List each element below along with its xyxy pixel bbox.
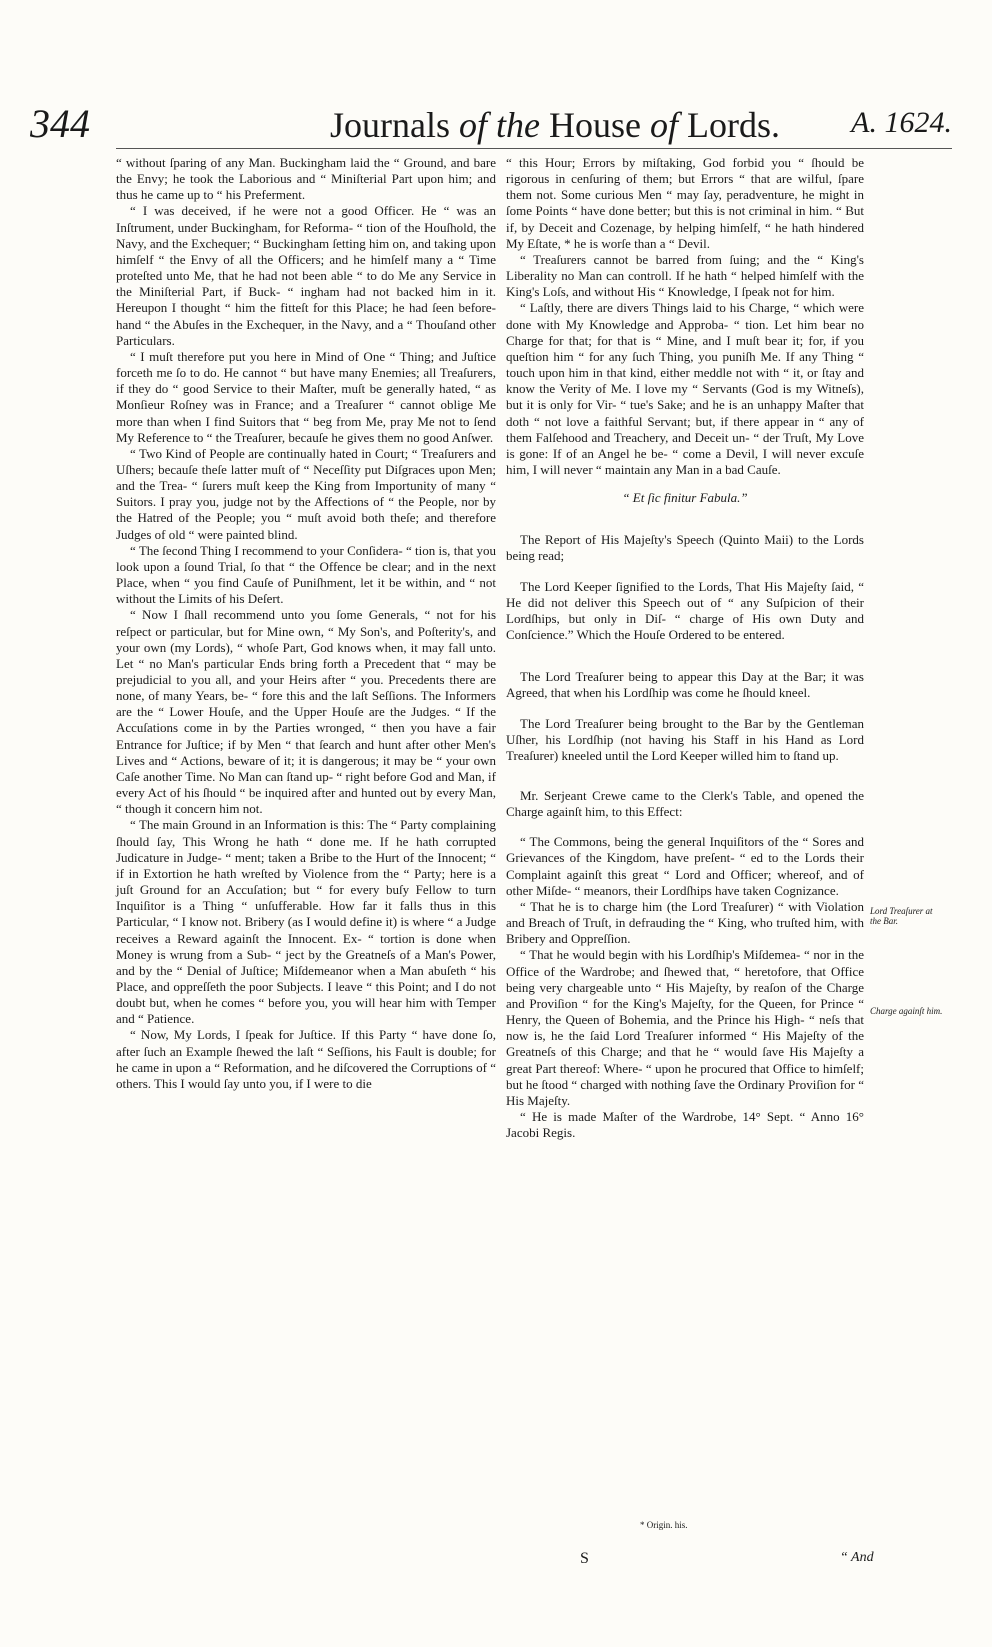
left-column (116, 155, 496, 1092)
paragraph: “ Two Kind of People are continually hated in Court; “ Treaſurers and Uſhers; becauſe theſe latter muſt of “ Neceſſity put Diſgraces upon Men; and the Trea- “ ſurers muſt keep the King from Importunity of many “ Suitors. I pray you, judge not by the Affections of “ the People, nor by the Hatred of the People; you “ muſt avoid both theſe; and therefore Judges of old “ were painted blind. (116, 445, 496, 542)
title-word: the (496, 105, 540, 145)
paragraph: “ The Commons, being the general Inquiſitors of the “ Sores and Grievances of the Kingdom, have preſent- “ ed to the Lords their Complaint againſt this great “ Lord and Officer; whereof, and of other Miſde- “ meanors, their Lordſhips have taken Cognizance. (506, 834, 864, 898)
title-word: Journals (330, 105, 450, 145)
footnote: * Origin. his. (640, 1520, 688, 1530)
paragraph: “ I was deceived, if he were not a good Officer. He “ was an Inſtrument, under Buckingham, for Reforma- “ tion of the Houſhold, the Navy, and the Exchequer; “ Buckingham ſetting him on, and taking upon himſelf “ the Envy of all the Officers; and he himſelf many a “ Time proteſted unto Me, that he had not been able “ to do Me any Service in the Miniſterial Part, if Buck- “ ingham had not backed him in it. Hereupon I thought “ him the fitteſt for this Place; he had ſeen before-hand “ the Abuſes in the Exchequer, in the Navy, and a “ Thouſand other Particulars. (116, 203, 496, 348)
closing-line: “ Et ſic finitur Fabula.” (622, 490, 748, 506)
paragraph: The Report of His Majeſty's Speech (Quinto Maii) to the Lords being read; (506, 532, 864, 564)
title-word: Lords. (687, 105, 781, 145)
title-word: of (459, 105, 488, 145)
title-word: of (650, 105, 679, 145)
paragraph: “ this Hour; Errors by miſtaking, God forbid you “ ſhould be rigorous in cenſuring of them; but Errors “ that are wilful, ſpare them not. Some curious Men “ may ſay, peradventure, he might in ſome Points “ have done better; but this is not criminal in him. “ But if, by Deceit and Cozenage, by helping himſelf, “ he hath hindered My Eſtate, * he is worſe than a “ Devil. (506, 155, 864, 251)
year-label: A. 1624. (851, 106, 952, 139)
catchword: “ And (840, 1550, 874, 1565)
paragraph: The Lord Treaſurer being to appear this Day at the Bar; it was Agreed, that when his Lordſhip was come he ſhould kneel. (506, 669, 864, 701)
paragraph: “ Now, My Lords, I ſpeak for Juſtice. If this Party “ have done ſo, after ſuch an Example ſhewed the laſt “ Seſſions, his Fault is double; for he came in upon a “ Reformation, and he diſcovered the Corruptions of “ others. This I would ſay unto you, if I were to die (116, 1027, 496, 1091)
running-title (330, 104, 780, 146)
paragraph: “ Laſtly, there are divers Things laid to his Charge, “ which were done with My Knowledge and Approba- “ tion. Let him bear no Charge for that; for that is “ Mine, and I muſt bear it; for, if you queſtion him “ for any ſuch Thing, you puniſh Me. If any Thing “ touch upon him in that kind, either meddle not with “ it, or ſtay and know the Verity of Me. I love my “ Servants (God is my Witneſs), but it is only for Vir- “ tue's Sake; and he is an unhappy Maſter that doth “ not love a faithful Servant; but, if there appear in “ any of them Falſehood and Treachery, and Deceit un- “ der Truſt, My Love is gone: If of an Angel he be- “ come a Devil, I will never excuſe him, I will never “ maintain any Man in a bad Cauſe. (506, 300, 864, 477)
paragraph: “ Treaſurers cannot be barred from ſuing; and the “ King's Liberality no Man can controll. If he hath “ helped himſelf with the King's Loſs, and without His “ Knowledge, I ſpeak not for him. (506, 251, 864, 300)
paragraph: The Lord Treaſurer being brought to the Bar by the Gentleman Uſher, his Lordſhip (not having his Staff in his Hand as Lord Treaſurer) kneeled until the Lord Keeper willed him to ſtand up. (506, 715, 864, 763)
header-rule (116, 148, 952, 149)
title-word: House (549, 105, 641, 145)
margin-note: Lord Treaſurer at the Bar. (870, 906, 933, 926)
paragraph: “ without ſparing of any Man. Buckingham laid the “ Ground, and bare the Envy; he took the Laborious and “ Miniſterial Part upon him; and thus he came up to “ his Preferment. (116, 155, 496, 203)
margin-note: Charge againſt him. (870, 1006, 943, 1016)
paragraph: “ Now I ſhall recommend unto you ſome Generals, “ not for his reſpect or particular, but for Mine own, “ My Son's, and Poſterity's, and your own (my Lords), “ whoſe Part, God knows when, it may fall unto. Let “ no Man's particular Ends bring forth a Precedent that “ may be prejudicial to you all, and your Heirs after “ you. Precedents there are none, of many Years, be- “ fore this and the laſt Seſſions. The Informers are the “ Lower Houſe, and the Upper Houſe are the Judges. “ If the Accuſations come in by the Parties wronged, “ then you have a fair Entrance for Juſtice; if by Men “ that ſearch and hunt after other Men's Lives and “ Actions, beware of it; it is dangerous; it may be “ your own Caſe another Time. No Man can ſtand up- “ right before God and Man, if every Act of his ſhould “ be inquired after and hunted out by every Man, “ though it concern him not. (116, 607, 496, 817)
signature-mark: S (580, 1550, 589, 1567)
paragraph: “ He is made Maſter of the Wardrobe, 14° Sept. “ Anno 16° Jacobi Regis. (506, 1108, 864, 1141)
paragraph: “ I muſt therefore put you here in Mind of One “ Thing; and Juſtice forceth me ſo to do. He cannot “ but have many Enemies; all Treaſurers, if they do “ good Service to their Maſter, muſt be generally hated, “ as Monſieur Roſney was in France; and a Treaſurer “ cannot oblige Me more than when I find Suitors that “ beg from Me, pray Me not to ſend My Reference to “ the Treaſurer, becauſe he gives them no good Anſwer. (116, 348, 496, 445)
paragraph: Mr. Serjeant Crewe came to the Clerk's Table, and opened the Charge againſt him, to this Effect: (506, 788, 864, 820)
right-column (506, 155, 864, 1141)
paragraph: The Lord Keeper ſignified to the Lords, That His Majeſty ſaid, “ He did not deliver this Speech out of “ any Suſpicion of their Lordſhips, but only in Diſ- “ charge of His own Duty and Conſcience.” Which the Houſe Ordered to be entered. (506, 578, 864, 643)
paragraph: “ The main Ground in an Information is this: The “ Party complaining ſhould ſay, This Wrong he hath “ done me. If he hath corrupted Judicature in Judge- “ ment; taken a Bribe to the Hurt of the Innocent; “ if in Extortion he hath wreſted by Violence from the “ Party; here is a juſt Ground for an Accuſation; but “ for every buſy Fellow to turn Inquiſitor is a Thing “ unſufferable. How far it falls thus in this Particular, “ I know not. Bribery (as I would define it) is where “ a Judge receives a Reward againſt the Innocent. Ex- “ tortion is done when Money is wrung from a Sub- “ ject by the Greatneſs of a Man's Power, and by the “ Denial of Juſtice; Miſdemeanor when a Man abuſeth “ his Place, and oppreſſeth the poor Subjects. I leave “ this Point; and I do not doubt but, when he comes “ before you, you will hear him with Temper and “ Patience. (116, 817, 496, 1027)
paragraph: “ The ſecond Thing I recommend to your Conſidera- “ tion is, that you look upon a ſound Trial, ſo that “ the Offence be clear; and in the next Place, when “ you find Cauſe of Puniſhment, let it be within, and “ not without the Limits of his Deſert. (116, 542, 496, 607)
paragraph: “ That he is to charge him (the Lord Treaſurer) “ with Violation and Breach of Truſt, in defrauding the “ King, who truſted him, with Bribery and Oppreſſion. (506, 898, 864, 947)
page-number: 344 (30, 101, 90, 146)
paragraph: “ That he would begin with his Lordſhip's Miſdemea- “ nor in the Office of the Wardrobe; and ſhewed that, “ heretofore, that Office being very chargeable unto “ His Majeſty, by reaſon of the Charge and Proviſion “ for the King's Majeſty, for the Queen, for Prince “ Henry, the Queen of Bohemia, and the Prince his High- “ neſs that now is, he the ſaid Lord Treaſurer informed “ His Majeſty of the Greatneſs of this Charge; and that he “ would ſave His Majeſty a great Part thereof: Where- “ upon he procured that Office to himſelf; but he ſtood “ charged with nothing ſave the Ordinary Proviſion for “ His Majeſty. (506, 947, 864, 1108)
